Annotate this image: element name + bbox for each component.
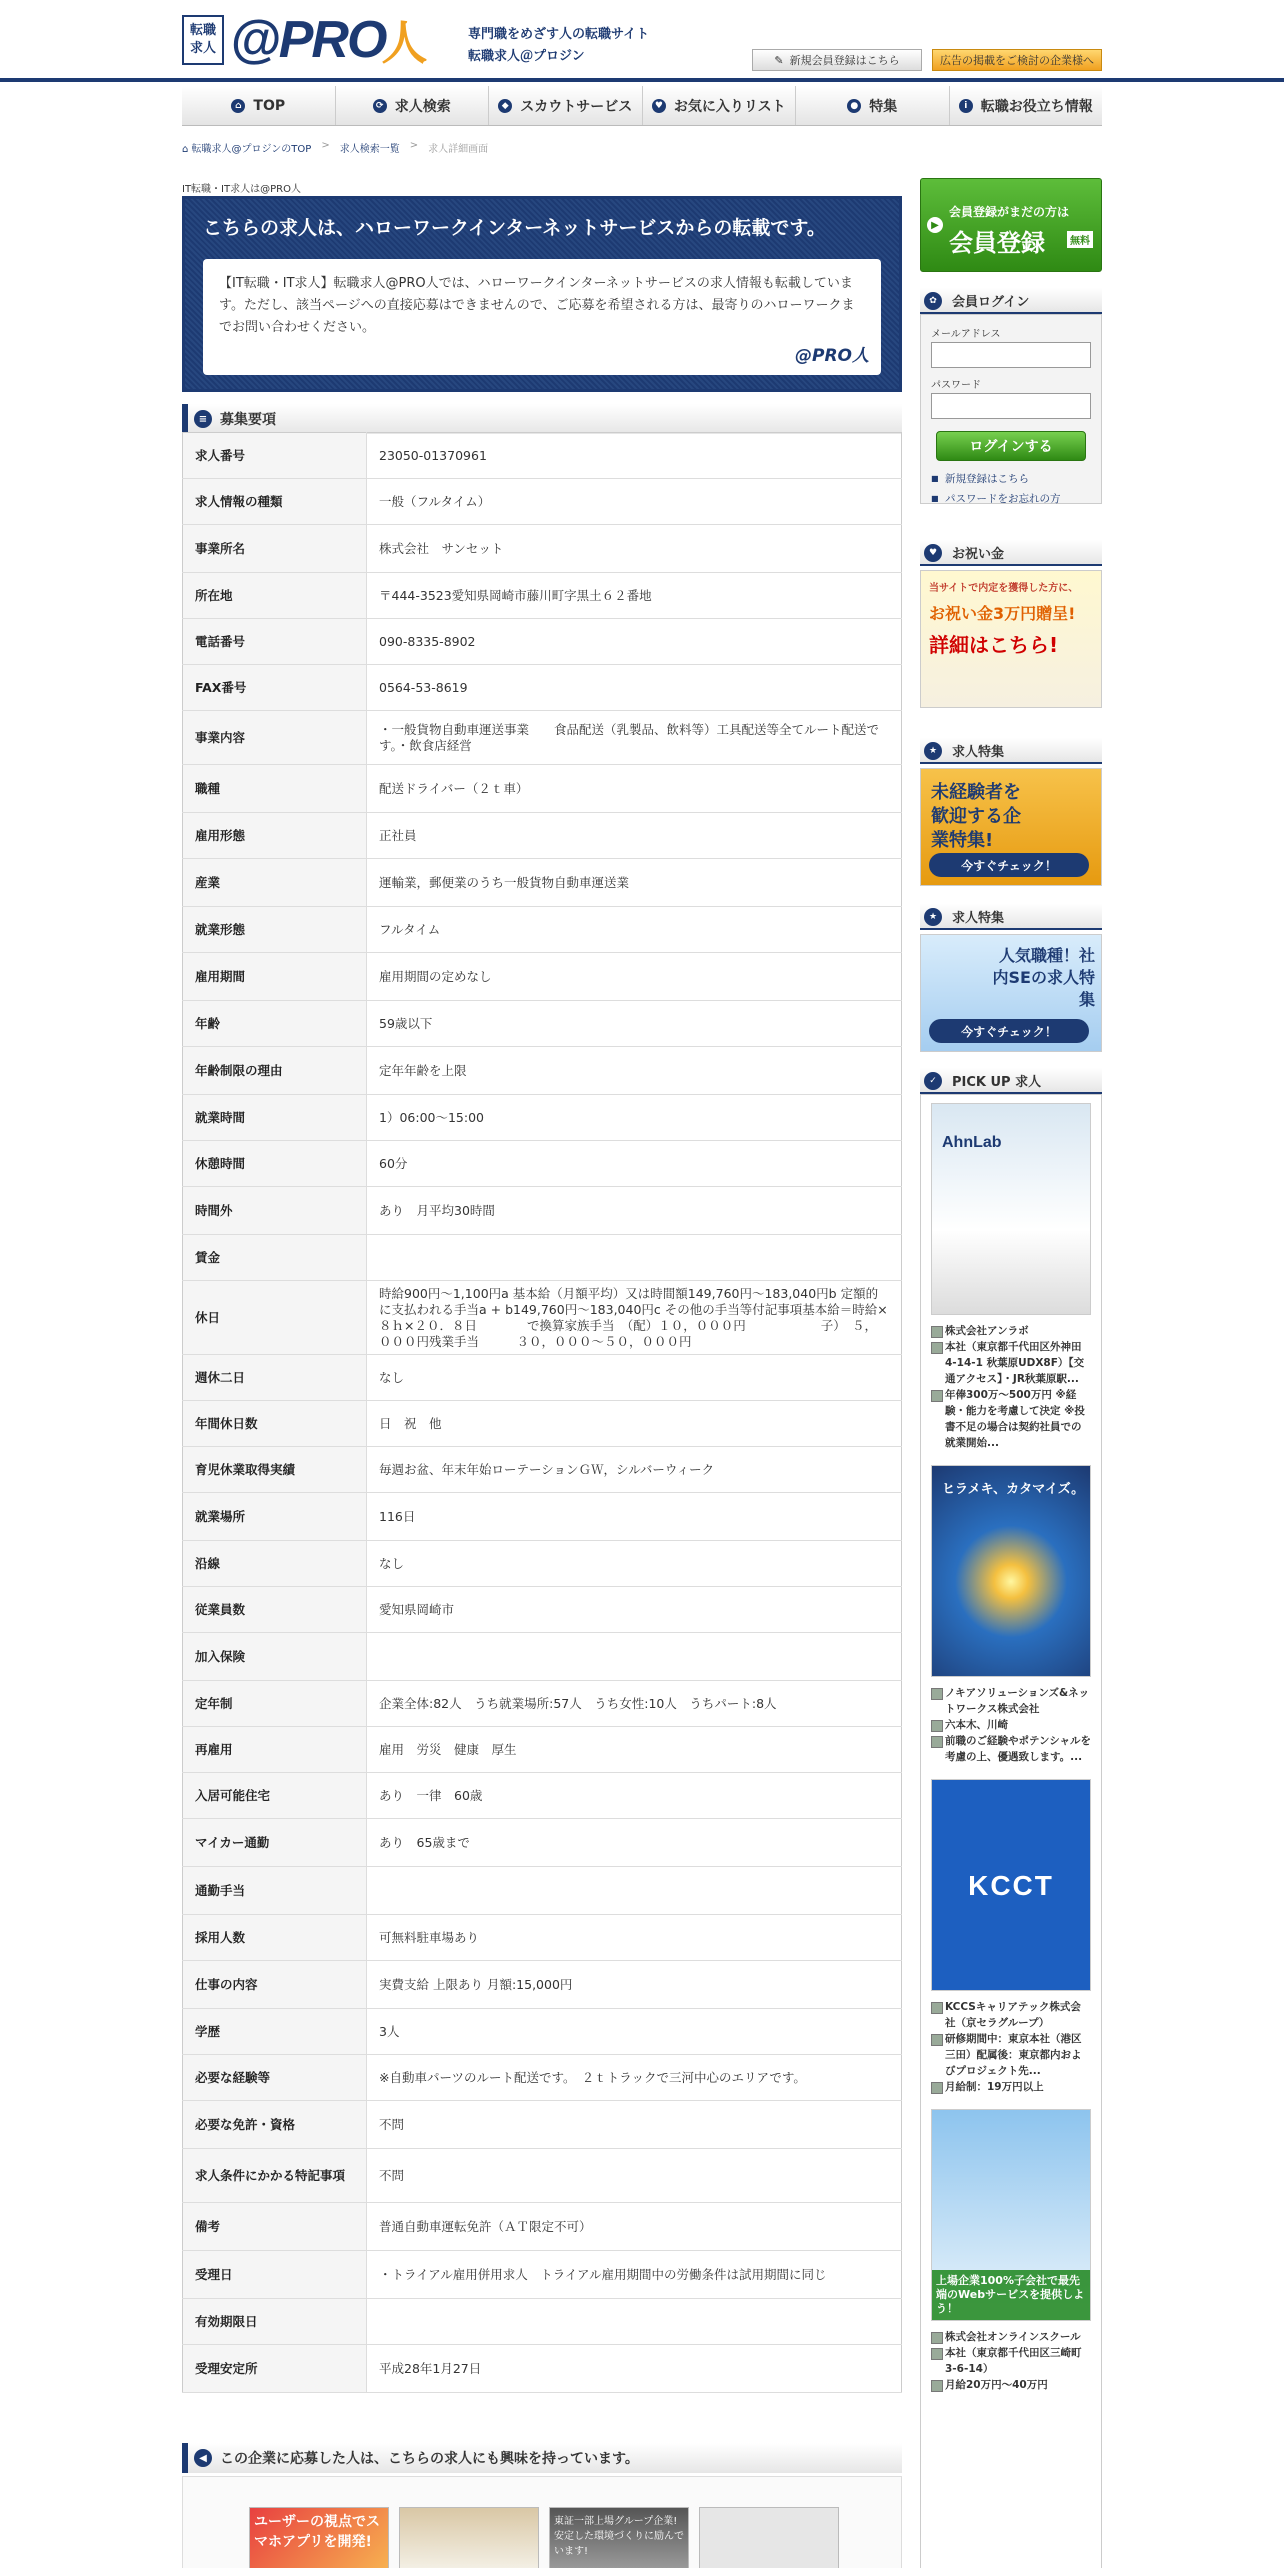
notice-body-box	[203, 259, 881, 375]
feature-title-1: 求人特集	[952, 744, 1005, 760]
pickup-image-text: AhnLab	[942, 1134, 1002, 1151]
table-row	[183, 2101, 902, 2149]
pickup-image-text: 上場企業100%子会社で最先端のWebサービスを提供しよう！	[932, 2270, 1090, 2320]
feature-header-2	[920, 904, 1102, 930]
nav-top[interactable]	[182, 86, 336, 125]
site-logo[interactable]	[182, 8, 427, 72]
table-row	[183, 813, 902, 859]
row-label: 週休二日	[183, 1355, 367, 1401]
table-row	[183, 1867, 902, 1915]
home-icon: ⌂	[182, 144, 189, 155]
row-value: 可無料駐車場あり	[367, 1915, 902, 1961]
row-label: 育児休業取得実績	[183, 1447, 367, 1493]
row-value: 23050-01370961	[367, 433, 902, 479]
row-value: あり 月平均30時間	[367, 1187, 902, 1235]
gift-header	[920, 540, 1102, 566]
pickup-image-text: KCCT	[968, 1870, 1054, 1901]
row-value: 定年年齢を上限	[367, 1047, 902, 1095]
row-label: マイカー通勤	[183, 1819, 367, 1867]
pickup-salary: 月給20万円～40万円	[931, 2377, 1091, 2393]
table-row	[183, 573, 902, 619]
table-row	[183, 665, 902, 711]
row-label: 休日	[183, 1281, 367, 1355]
row-value: ・一般貨物自動車運送事業 食品配送（乳製品、飲料等）工具配送等全てルート配送です。・飲食店経営	[367, 711, 902, 765]
row-label: 所在地	[183, 573, 367, 619]
table-row	[183, 433, 902, 479]
nav-favorites-label: お気に入りリスト	[673, 98, 786, 115]
related-job-card[interactable]	[249, 2507, 389, 2568]
row-value: 普通自動車運転免許（ＡＴ限定不可）	[367, 2203, 902, 2251]
check-icon: ✓	[924, 1072, 942, 1090]
feature-banner-in-house-se[interactable]	[920, 934, 1102, 1052]
site-tagline	[468, 24, 649, 68]
table-row	[183, 619, 902, 665]
table-row	[183, 2055, 902, 2101]
table-row	[183, 2149, 902, 2203]
row-value: 60分	[367, 1141, 902, 1187]
table-row	[183, 1235, 902, 1281]
pickup-title: PICK UP 求人	[952, 1074, 1042, 1090]
pin-icon: ●	[847, 99, 861, 113]
job-detail-table	[182, 432, 902, 2393]
feature-icon: ★	[924, 908, 942, 926]
logo-hito: 人	[381, 16, 428, 70]
row-label: 時間外	[183, 1187, 367, 1235]
feature-banner-inexperienced[interactable]	[920, 768, 1102, 886]
row-value: 116日	[367, 1493, 902, 1541]
row-value: 実費支給 上限あり 月額:15,000円	[367, 1961, 902, 2009]
row-value: 平成28年1月27日	[367, 2345, 902, 2393]
nav-search-label: 求人検索	[394, 98, 451, 115]
table-row	[183, 1633, 902, 1681]
notice-body: 【IT転職・IT求人】転職求人@PRO人では、ハローワークインターネットサービスの求人情報も転載しています。ただし、該当ページへの直接応募はできませんので、ご応募を希望される方は、最寄りのハローワークまでお問い合わせください。	[219, 276, 855, 335]
table-row	[183, 2299, 902, 2345]
logo-tenshoku-1: 転職	[189, 23, 216, 38]
nav-scout-label: スカウトサービス	[520, 98, 633, 115]
advertise-button[interactable]	[932, 49, 1102, 71]
table-row	[183, 1355, 902, 1401]
row-label: 雇用期間	[183, 953, 367, 1001]
breadcrumb-separator: >	[409, 140, 419, 151]
row-value: 不問	[367, 2149, 902, 2203]
row-label: 年間休日数	[183, 1401, 367, 1447]
email-label: メールアドレス	[931, 329, 1001, 340]
row-value	[367, 1235, 902, 1281]
row-label: 必要な経験等	[183, 2055, 367, 2101]
pencil-icon: ✎	[774, 53, 784, 67]
row-value: フルタイム	[367, 907, 902, 953]
row-value: 雇用 労災 健康 厚生	[367, 1727, 902, 1773]
row-label: 事業所名	[183, 525, 367, 573]
table-row	[183, 1493, 902, 1541]
advertise-label: 広告の掲載をご検討の企業様へ	[940, 54, 1094, 67]
row-value	[367, 2299, 902, 2345]
pickup-location: 六本木、川崎	[931, 1717, 1091, 1733]
login-panel	[920, 288, 1102, 504]
search-icon: ⟳	[373, 99, 387, 113]
arrow-icon: ◀	[194, 2449, 212, 2467]
pickup-location: 研修期間中：東京本社（港区三田）配属後：東京都内およびプロジェクト先...	[931, 2031, 1091, 2079]
section-header-requirements	[182, 404, 902, 434]
nav-top-label: TOP	[253, 97, 286, 114]
gift-title: お祝い金	[952, 546, 1005, 562]
row-label: 就業時間	[183, 1095, 367, 1141]
table-row	[183, 1819, 902, 1867]
feature-panel-2	[920, 904, 1102, 1052]
login-header	[920, 288, 1102, 314]
home-icon: ⌂	[231, 99, 245, 113]
logo-tenshoku-2: 求人	[189, 41, 216, 56]
related-job-card[interactable]	[549, 2507, 689, 2568]
row-value: 不問	[367, 2101, 902, 2149]
breadcrumb	[182, 140, 488, 155]
pickup-item[interactable]	[931, 1465, 1091, 1765]
breadcrumb-home[interactable]	[182, 140, 311, 155]
new-member-register-button[interactable]	[752, 49, 922, 71]
feature-panel-1	[920, 738, 1102, 886]
row-label: 受理日	[183, 2251, 367, 2299]
nav-useful-info[interactable]	[950, 86, 1103, 125]
breadcrumb-home-label: 転職求人@プロジンのTOP	[191, 144, 312, 155]
table-row	[183, 525, 902, 573]
nav-useful-info-label: 転職お役立ち情報	[980, 98, 1093, 115]
row-value: 配送ドライバー（２ｔ車）	[367, 765, 902, 813]
row-value: 〒444-3523愛知県岡崎市藤川町字黒土６２番地	[367, 573, 902, 619]
pickup-item[interactable]	[931, 2109, 1091, 2393]
login-title: 会員ログイン	[952, 294, 1030, 310]
page-small-heading: IT転職・IT求人は@PRO人	[182, 184, 301, 195]
pickup-image[interactable]	[931, 1465, 1091, 1677]
row-value: あり 65歳まで	[367, 1819, 902, 1867]
table-row	[183, 1187, 902, 1235]
table-row	[183, 859, 902, 907]
table-row	[183, 1541, 902, 1587]
table-row	[183, 2251, 902, 2299]
info-icon: i	[959, 99, 973, 113]
table-row	[183, 1773, 902, 1819]
notice-title: こちらの求人は、ハローワークインターネットサービスからの転載です。	[203, 217, 826, 239]
section-title: 募集要項	[220, 412, 276, 428]
new-register-link[interactable]: ■ 新規登録はこちら	[931, 469, 1091, 489]
feature-text-2: 人気職種！社内SEの求人特集	[992, 946, 1095, 1009]
row-value: 時給900円～1,100円a 基本給（月額平均）又は時間額149,760円～183,040円b 定額的に支払われる手当a + b149,760円～183,040円c その他の手当等付記事項基本給＝時給×８ｈ×２０．８日 で換算家族手当 （配）１０，０００円 子） ５，０００円残業手当 ３０，０００～５０，０００円	[367, 1281, 902, 1355]
row-label: 再雇用	[183, 1727, 367, 1773]
table-row	[183, 1141, 902, 1187]
pickup-panel	[920, 1068, 1102, 2568]
row-label: 求人情報の種類	[183, 479, 367, 525]
row-value: 0564-53-8619	[367, 665, 902, 711]
row-value: 愛知県岡崎市	[367, 1587, 902, 1633]
related-section-title: この企業に応募した人は、こちらの求人にも興味を持っています。	[220, 2451, 639, 2467]
check-now-button[interactable]: 今すぐチェック！	[929, 1019, 1089, 1043]
row-value: あり 一律 60歳	[367, 1773, 902, 1819]
register-banner-line2: 会員登録	[949, 229, 1045, 257]
favorite-icon: ♥	[652, 99, 666, 113]
table-row	[183, 1681, 902, 1727]
breadcrumb-current: 求人詳細画面	[428, 144, 489, 155]
list-icon: ≡	[194, 410, 212, 428]
pickup-item[interactable]	[931, 1779, 1091, 2095]
email-field[interactable]	[931, 342, 1091, 368]
row-value: 090-8335-8902	[367, 619, 902, 665]
table-row	[183, 765, 902, 813]
row-label: 年齢	[183, 1001, 367, 1047]
row-label: 求人番号	[183, 433, 367, 479]
table-row	[183, 1447, 902, 1493]
nav-feature-label: 特集	[869, 98, 898, 115]
table-row	[183, 2009, 902, 2055]
row-value: 雇用期間の定めなし	[367, 953, 902, 1001]
row-label: 従業員数	[183, 1587, 367, 1633]
row-value: ・トライアル雇用併用求人 トライアル雇用期間中の労働条件は試用期間に同じ	[367, 2251, 902, 2299]
table-row	[183, 711, 902, 765]
site-header	[0, 0, 1284, 82]
forgot-password-link[interactable]: ■ パスワードをお忘れの方	[931, 489, 1091, 509]
row-value	[367, 1633, 902, 1681]
row-label: 採用人数	[183, 1915, 367, 1961]
gift-banner[interactable]	[920, 570, 1102, 708]
pickup-location: 本社（東京都千代田区外神田4-14-1 秋葉原UDX8F）【交通アクセス】・JR秋葉原駅...	[931, 1339, 1091, 1387]
register-banner-line1: 会員登録がまだの方は	[949, 205, 1070, 219]
table-row	[183, 1401, 902, 1447]
pickup-header	[920, 1068, 1102, 1094]
table-row	[183, 1047, 902, 1095]
login-form	[920, 314, 1102, 504]
row-value: 運輸業，郵便業のうち一般貨物自動車運送業	[367, 859, 902, 907]
pickup-company[interactable]: 株式会社アンラボ	[931, 1323, 1091, 1339]
pickup-location: 本社（東京都千代田区三崎町3-6-14）	[931, 2345, 1091, 2377]
row-value: 企業全体:82人 うち就業場所:57人 うち女性:10人 うちパート:8人	[367, 1681, 902, 1727]
member-register-banner[interactable]	[920, 178, 1102, 272]
logo-at-pro: @PRO	[230, 11, 386, 69]
table-row	[183, 1915, 902, 1961]
table-row	[183, 1727, 902, 1773]
feature-text-1: 未経験者を歓迎する企業特集!	[931, 782, 1021, 851]
hellowork-notice	[182, 196, 902, 392]
row-value: 1）06:00～15:00	[367, 1095, 902, 1141]
row-label: 雇用形態	[183, 813, 367, 859]
table-row	[183, 2345, 902, 2393]
row-label: 求人条件にかかる特記事項	[183, 2149, 367, 2203]
feature-icon: ★	[924, 742, 942, 760]
row-label: 通勤手当	[183, 1867, 367, 1915]
breadcrumb-list[interactable]: 求人検索一覧	[339, 144, 400, 155]
row-label: 有効期限日	[183, 2299, 367, 2345]
heart-icon: ♥	[924, 544, 942, 562]
pickup-salary: 年俸300万～500万円 ※経験・能力を考慮して決定 ※投書不足の場合は契約社員での就業開始...	[931, 1387, 1091, 1451]
free-badge: 無料	[1067, 231, 1093, 248]
global-nav	[182, 86, 1102, 126]
table-row	[183, 1001, 902, 1047]
row-label: 沿線	[183, 1541, 367, 1587]
nav-feature[interactable]	[796, 86, 950, 125]
row-label: 入居可能住宅	[183, 1773, 367, 1819]
row-value: なし	[367, 1541, 902, 1587]
pickup-company[interactable]: ノキアソリューションズ&ネットワークス株式会社	[931, 1685, 1091, 1717]
table-row	[183, 479, 902, 525]
feature-header-1	[920, 738, 1102, 764]
table-row	[183, 2203, 902, 2251]
related-job-card[interactable]	[699, 2507, 839, 2568]
table-row	[183, 907, 902, 953]
nav-favorites[interactable]	[643, 86, 797, 125]
pickup-image-text: ヒラメキ、カタマイズ。	[942, 1482, 1085, 1497]
row-value: ※自動車パーツのルート配送です。 ２ｔトラックで三河中心のエリアです。	[367, 2055, 902, 2101]
row-value: 日 祝 他	[367, 1401, 902, 1447]
row-label: 定年制	[183, 1681, 367, 1727]
row-value: 3人	[367, 2009, 902, 2055]
pickup-salary: 前職のご経験やポテンシャルを考慮の上、優遇致します。...	[931, 1733, 1091, 1765]
nav-scout[interactable]	[489, 86, 643, 125]
table-row	[183, 1281, 902, 1355]
tagline-1: 専門職をめざす人の転職サイト	[468, 27, 650, 42]
feature-title-2: 求人特集	[952, 910, 1005, 926]
login-button[interactable]: ログインする	[936, 431, 1086, 461]
row-label: 必要な免許・資格	[183, 2101, 367, 2149]
table-row	[183, 1961, 902, 2009]
pickup-image[interactable]	[931, 2109, 1091, 2321]
password-field[interactable]	[931, 393, 1091, 419]
row-value: 株式会社 サンセット	[367, 525, 902, 573]
row-label: 学歴	[183, 2009, 367, 2055]
row-label: 休憩時間	[183, 1141, 367, 1187]
table-row	[183, 1095, 902, 1141]
check-now-button[interactable]: 今すぐチェック！	[929, 853, 1089, 877]
pickup-image[interactable]	[931, 1103, 1091, 1315]
row-label: 産業	[183, 859, 367, 907]
new-member-register-label: 新規会員登録はこちら	[789, 54, 900, 67]
gift-text-1: 当サイトで内定を獲得した方に、	[929, 583, 1079, 594]
logo-tenshoku-box	[182, 15, 224, 65]
row-label: 賃金	[183, 1235, 367, 1281]
row-label: 職種	[183, 765, 367, 813]
pickup-company[interactable]: KCCSキャリアテック株式会社（京セラグループ）	[931, 1999, 1091, 2031]
pickup-image[interactable]	[931, 1779, 1091, 1991]
table-row	[183, 953, 902, 1001]
notice-logo: @PRO人	[794, 346, 869, 366]
breadcrumb-separator: >	[321, 140, 330, 151]
row-value	[367, 1867, 902, 1915]
row-label: 受理安定所	[183, 2345, 367, 2393]
pickup-item[interactable]	[931, 1103, 1091, 1451]
related-job-text: 東証一部上場グループ企業!安定した環境づくりに励んでいます!	[554, 2516, 684, 2557]
related-jobs	[182, 2476, 902, 2568]
row-label: 備考	[183, 2203, 367, 2251]
gift-text-2: お祝い金3万円贈呈!	[929, 604, 1076, 623]
row-label: 就業場所	[183, 1493, 367, 1541]
row-value: 59歳以下	[367, 1001, 902, 1047]
row-label: 加入保険	[183, 1633, 367, 1681]
pickup-salary: 月給制：19万円以上	[931, 2079, 1091, 2095]
pickup-company[interactable]: 株式会社オンラインスクール	[931, 2329, 1091, 2345]
scout-icon: ◆	[498, 99, 512, 113]
nav-search[interactable]	[336, 86, 490, 125]
row-label: 事業内容	[183, 711, 367, 765]
table-row	[183, 1587, 902, 1633]
gift-text-3: 詳細はこちら!	[929, 633, 1059, 657]
row-label: 年齢制限の理由	[183, 1047, 367, 1095]
gear-icon: ✿	[924, 292, 942, 310]
row-label: FAX番号	[183, 665, 367, 711]
related-job-text: ユーザーの視点でスマホアプリを開発!	[254, 2514, 380, 2550]
row-value: なし	[367, 1355, 902, 1401]
arrow-right-icon: ▶	[927, 217, 943, 233]
row-value: 正社員	[367, 813, 902, 859]
gift-panel	[920, 540, 1102, 708]
row-label: 電話番号	[183, 619, 367, 665]
pickup-list	[920, 1094, 1102, 2568]
row-value: 毎週お盆、年末年始ローテーションＧＷ，シルバーウィーク	[367, 1447, 902, 1493]
row-label: 仕事の内容	[183, 1961, 367, 2009]
related-job-card[interactable]	[399, 2507, 539, 2568]
section-header-related	[182, 2443, 902, 2473]
password-label: パスワード	[931, 380, 981, 391]
tagline-2: 転職求人＠プロジン	[468, 49, 585, 64]
row-value: 一般（フルタイム）	[367, 479, 902, 525]
row-label: 就業形態	[183, 907, 367, 953]
